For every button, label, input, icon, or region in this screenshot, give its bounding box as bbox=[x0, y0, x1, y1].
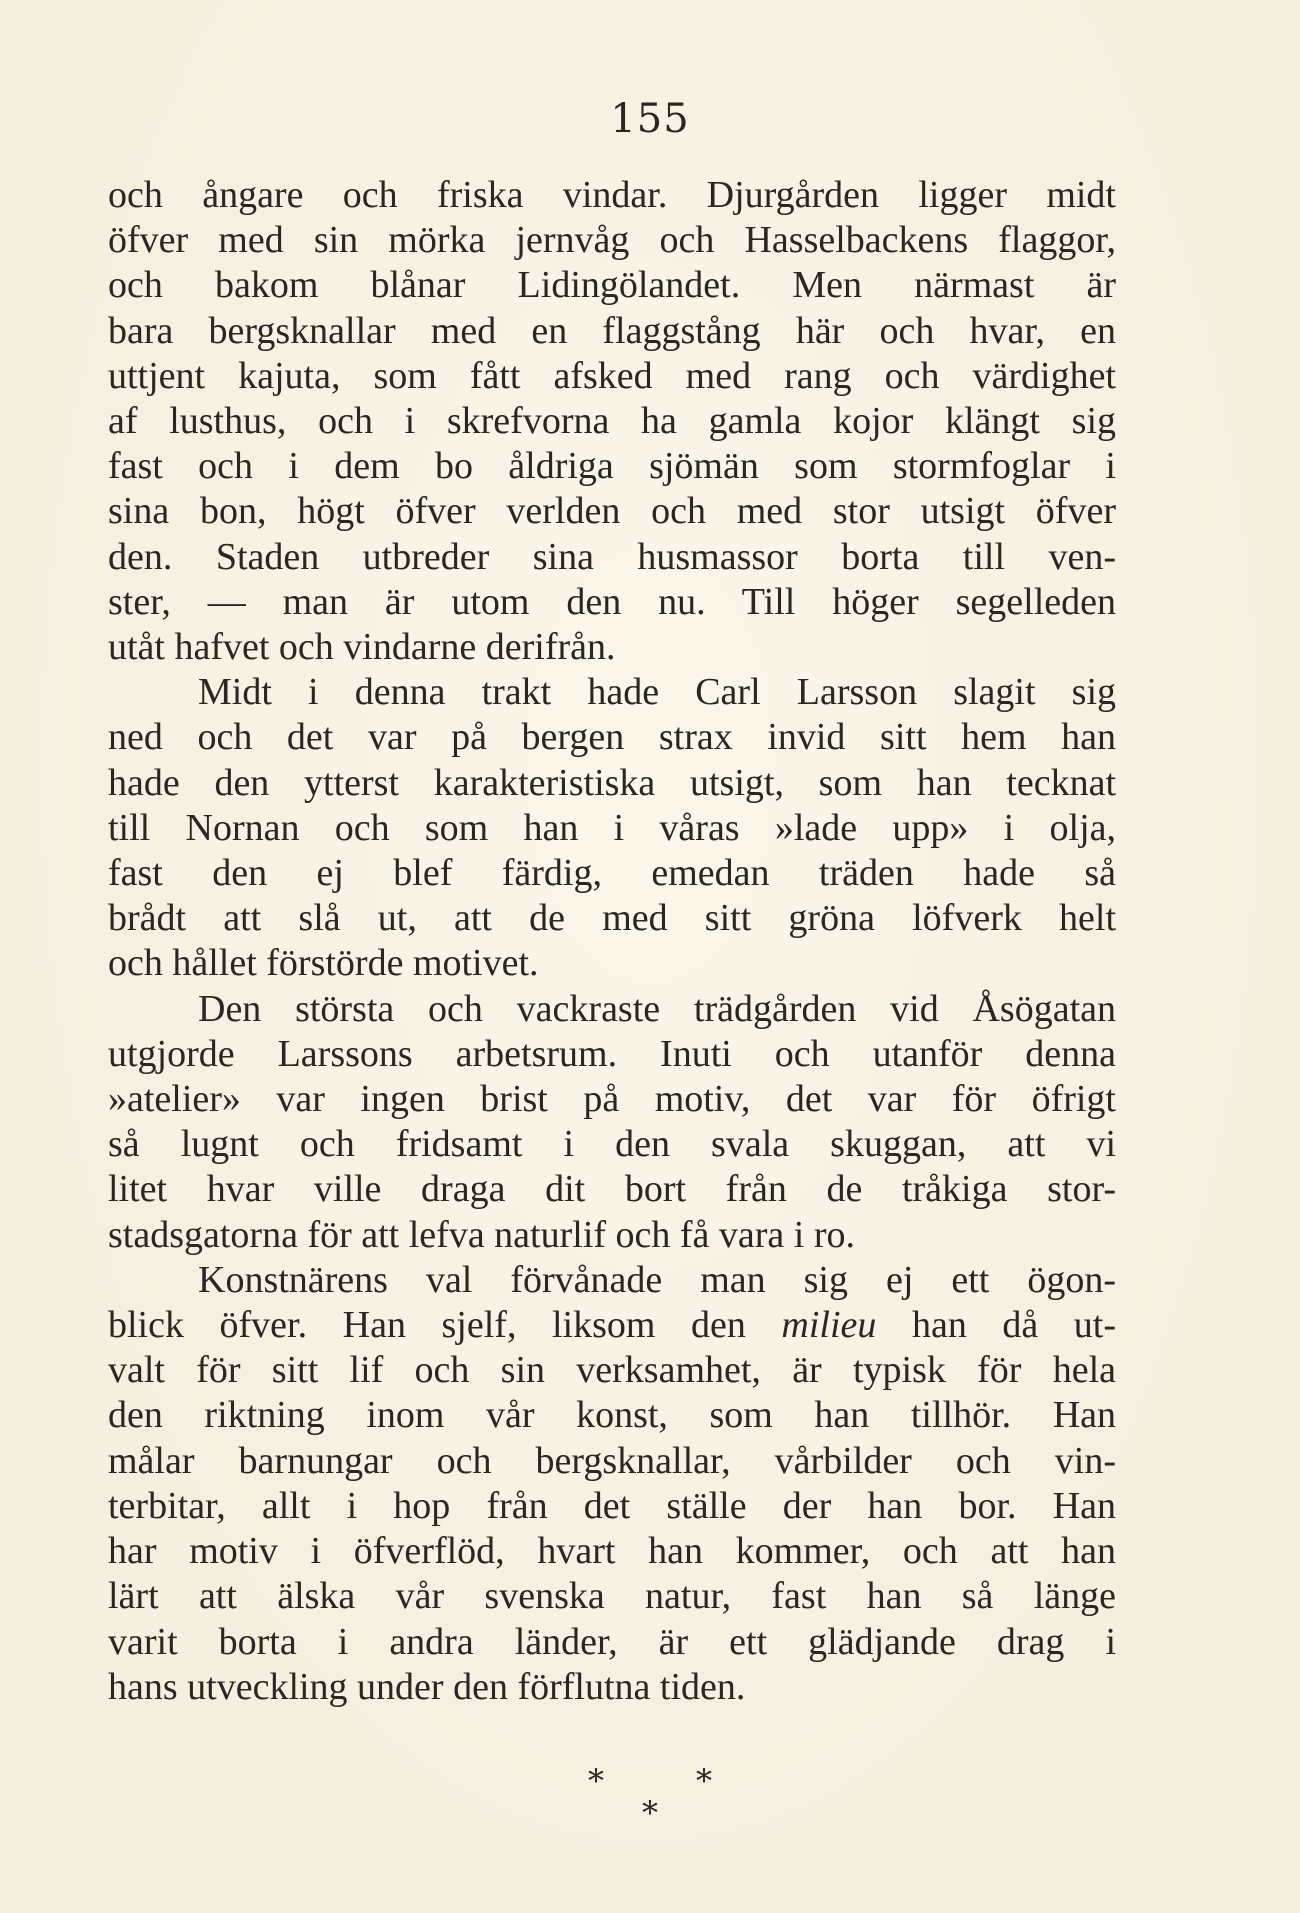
text-segment: blick öfver. Han sjelf, liksom den bbox=[108, 1304, 782, 1347]
text-line: målar barnungar och bergsknallar, vårbilder och vin- bbox=[108, 1439, 1116, 1482]
text-line: fast och i dem bo åldriga sjömän som stormfoglar i bbox=[108, 445, 1116, 488]
text-line: Den största och vackraste trädgården vid Åsögatan bbox=[198, 987, 1116, 1030]
text-line: »atelier» var ingen brist på motiv, det var för öfrigt bbox=[108, 1078, 1116, 1121]
asterisk-ornament: * bbox=[696, 1762, 712, 1800]
text-line: valt för sitt lif och sin verksamhet, är typisk för hela bbox=[108, 1349, 1116, 1392]
text-line: fast den ej blef färdig, emedan träden hade så bbox=[108, 852, 1116, 895]
text-line: stadsgatorna för att lefva naturlif och få vara i ro. bbox=[108, 1213, 856, 1256]
italic-word: milieu bbox=[781, 1304, 877, 1347]
text-line: den. Staden utbreder sina husmassor borta till ven- bbox=[108, 535, 1116, 578]
text-line: hade den ytterst karakteristiska utsigt, som han tecknat bbox=[108, 761, 1116, 804]
text-line: brådt att slå ut, att de med sitt gröna löfverk helt bbox=[108, 897, 1116, 940]
text-line: hans utveckling under den förflutna tiden. bbox=[108, 1665, 746, 1708]
page-number: 155 bbox=[610, 96, 690, 142]
text-line: öfver med sin mörka jernvåg och Hasselbackens flaggor, bbox=[108, 219, 1116, 262]
text-line: och bakom blånar Lidingölandet. Men närmast är bbox=[108, 264, 1116, 307]
text-line: Midt i denna trakt hade Carl Larsson slagit sig bbox=[198, 671, 1116, 714]
text-line: till Nornan och som han i våras »lade upp» i olja, bbox=[108, 806, 1116, 849]
text-line: bara bergsknallar med en flaggstång här och hvar, en bbox=[108, 309, 1116, 352]
text-line: ned och det var på bergen strax invid sitt hem han bbox=[108, 716, 1116, 759]
text-line: så lugnt och fridsamt i den svala skuggan, att vi bbox=[108, 1123, 1116, 1166]
text-line: lärt att älska vår svenska natur, fast han så länge bbox=[108, 1575, 1116, 1618]
text-line: och hållet förstörde motivet. bbox=[108, 942, 539, 985]
asterisk-ornament: * bbox=[588, 1762, 604, 1800]
body-text bbox=[108, 173, 1116, 1710]
asterisk-ornament: * bbox=[642, 1794, 658, 1832]
text-line: utåt hafvet och vindarne derifrån. bbox=[108, 626, 616, 669]
text-line: sina bon, högt öfver verlden och med stor utsigt öfver bbox=[108, 490, 1116, 533]
text-line bbox=[108, 1303, 1116, 1348]
text-line: ster, — man är utom den nu. Till höger segelleden bbox=[108, 580, 1116, 623]
text-line: utgjorde Larssons arbetsrum. Inuti och utanför denna bbox=[108, 1032, 1116, 1075]
text-line: varit borta i andra länder, är ett glädjande drag i bbox=[108, 1620, 1116, 1663]
text-segment: han då ut- bbox=[876, 1304, 1116, 1347]
text-line: och ångare och friska vindar. Djurgården ligger midt bbox=[108, 174, 1116, 216]
text-line: af lusthus, och i skrefvorna ha gamla kojor klängt sig bbox=[108, 400, 1116, 443]
text-line: terbitar, allt i hop från det ställe der han bor. Han bbox=[108, 1484, 1116, 1527]
section-ornament-bottom bbox=[0, 1794, 1300, 1832]
text-line: litet hvar ville draga dit bort från de tråkiga stor- bbox=[108, 1168, 1116, 1211]
text-line: uttjent kajuta, som fått afsked med rang och värdighet bbox=[108, 354, 1116, 397]
text-line: Konstnärens val förvånade man sig ej ett ögon- bbox=[198, 1258, 1116, 1301]
text-line: har motiv i öfverflöd, hvart han kommer, och att han bbox=[108, 1530, 1116, 1573]
text-line: den riktning inom vår konst, som han tillhör. Han bbox=[108, 1394, 1116, 1437]
